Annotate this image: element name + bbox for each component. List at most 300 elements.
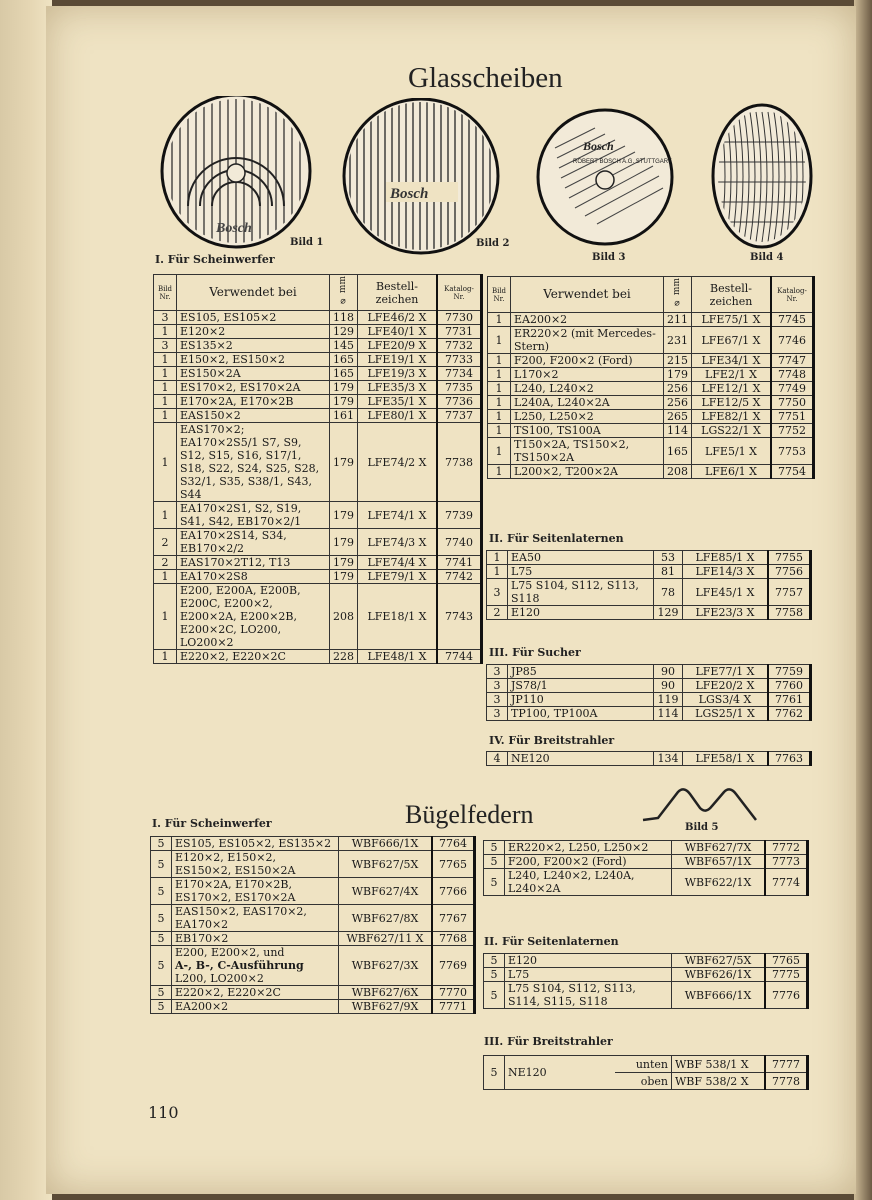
- cell-verwendet: L75: [505, 968, 672, 982]
- table-row: [154, 395, 482, 409]
- cell-bild: 3: [487, 579, 508, 606]
- cell-katalog: 7742: [437, 570, 482, 584]
- cell-verwendet: F200, F200×2 (Ford): [505, 855, 672, 869]
- cell-bestell: LFE2/1 X: [692, 368, 772, 382]
- table-row: [154, 502, 482, 529]
- col-verwendet-r: Verwendet bei: [511, 277, 664, 313]
- cell-katalog: 7763: [768, 752, 811, 766]
- cell-bild: 1: [487, 551, 508, 565]
- cell-verwendet: F200, F200×2 (Ford): [511, 354, 664, 368]
- glass-table-left: [153, 274, 483, 664]
- cell-bestell: LFE74/2 X: [358, 423, 438, 502]
- cell-bild: 1: [488, 465, 511, 479]
- cell-katalog: 7744: [437, 650, 482, 664]
- cell-mm: 129: [654, 606, 683, 620]
- cell-mm: 179: [330, 423, 358, 502]
- cell-verwendet-line: E200, E200×2, und: [175, 946, 285, 959]
- cell-verwendet: L200×2, T200×2A: [511, 465, 664, 479]
- glass-section-wide: IV. Für Breitstrahler: [489, 734, 615, 747]
- cell-bestell: LFE48/1 X: [358, 650, 438, 664]
- lens-image-3: [535, 108, 675, 246]
- cell-katalog: 7737: [437, 409, 482, 423]
- cell-bild: 3: [487, 707, 508, 721]
- cell-bestell: WBF666/1X: [672, 982, 766, 1009]
- cell-bild: 1: [154, 325, 177, 339]
- table-row: [154, 381, 482, 395]
- table-row: [487, 752, 811, 766]
- cell-bestell: WBF627/3X: [339, 946, 433, 986]
- cell-bild: 3: [487, 693, 508, 707]
- cell-bestell: LFE67/1 X: [692, 327, 772, 354]
- table-row: [154, 409, 482, 423]
- cell-mm: 118: [330, 311, 358, 325]
- cell-bild: 1: [154, 395, 177, 409]
- cell-bestell: WBF 538/1 X: [672, 1056, 766, 1073]
- cell-verwendet: E200, E200A, E200B, E200C, E200×2, E200×2A, E200×2B, E200×2C, LO200, LO200×2: [177, 584, 330, 650]
- cell-bestell: LFE34/1 X: [692, 354, 772, 368]
- cell-bestell: LFE85/1 X: [683, 551, 769, 565]
- cell-verwendet: L240, L240×2, L240A, L240×2A: [505, 869, 672, 896]
- cell-bild: 5: [151, 851, 172, 878]
- cell-bestell: LFE12/5 X: [692, 396, 772, 410]
- table-row: [154, 325, 482, 339]
- glass-table-wide: [486, 751, 812, 766]
- cell-katalog: 7762: [768, 707, 811, 721]
- bild-2-label: Bild 2: [476, 238, 510, 249]
- robert-bosch-text: ROBERT BOSCH A.G. STUTTGART: [573, 159, 672, 165]
- cell-bestell: LFE19/3 X: [358, 367, 438, 381]
- cell-katalog: 7736: [437, 395, 482, 409]
- cell-verwendet: ES105, ES105×2: [177, 311, 330, 325]
- cell-katalog: 7766: [432, 878, 475, 905]
- table-row: [484, 869, 808, 896]
- cell-bestell: WBF627/11 X: [339, 932, 433, 946]
- cell-mm: 145: [330, 339, 358, 353]
- cell-verwendet: L75: [508, 565, 654, 579]
- cell-bestell: LFE45/1 X: [683, 579, 769, 606]
- cell-bild: 1: [488, 382, 511, 396]
- cell-bestell: LFE82/1 X: [692, 410, 772, 424]
- cell-katalog: 7772: [765, 841, 808, 855]
- cell-katalog: 7756: [768, 565, 811, 579]
- table-row: [151, 905, 475, 932]
- cell-bestell: LFE20/2 X: [683, 679, 769, 693]
- cell-katalog: 7748: [771, 368, 814, 382]
- table-row: [487, 679, 811, 693]
- cell-katalog: 7752: [771, 424, 814, 438]
- cell-katalog: 7731: [437, 325, 482, 339]
- cell-katalog: 7751: [771, 410, 814, 424]
- cell-verwendet: EAS150×2: [177, 409, 330, 423]
- cell-katalog: 7764: [432, 837, 475, 851]
- table-row: [487, 707, 811, 721]
- table-row: [488, 354, 814, 368]
- table-row: [154, 367, 482, 381]
- cell-bild: 2: [154, 556, 177, 570]
- table-row: [151, 932, 475, 946]
- lens-image-2: [340, 98, 504, 256]
- cell-katalog: 7755: [768, 551, 811, 565]
- cell-verwendet: E120×2: [177, 325, 330, 339]
- cell-bild: 5: [151, 905, 172, 932]
- cell-bild: 4: [487, 752, 508, 766]
- spring-table-left: [150, 836, 476, 1014]
- cell-bild: 1: [154, 650, 177, 664]
- col-bestell: Bestell-zeichen: [358, 275, 438, 311]
- cell-katalog: 7760: [768, 679, 811, 693]
- spring-image: [640, 784, 760, 824]
- cell-mm: 211: [664, 313, 692, 327]
- cell-mm: 81: [654, 565, 683, 579]
- cell-bestell: LGS22/1 X: [692, 424, 772, 438]
- cell-verwendet: L240, L240×2: [511, 382, 664, 396]
- cell-verwendet: ER220×2 (mit Mercedes-Stern): [511, 327, 664, 354]
- cell-bestell: LFE35/3 X: [358, 381, 438, 395]
- cell-katalog: 7753: [771, 438, 814, 465]
- table-row: [484, 982, 808, 1009]
- cell-katalog: 7765: [765, 954, 808, 968]
- cell-bestell: LFE19/1 X: [358, 353, 438, 367]
- cell-verwendet: ES150×2A: [177, 367, 330, 381]
- cell-verwendet: E120: [508, 606, 654, 620]
- cell-verwendet: EAS150×2, EAS170×2, EA170×2: [172, 905, 339, 932]
- cell-verwendet: TP100, TP100A: [508, 707, 654, 721]
- cell-verwendet: ES170×2, ES170×2A: [177, 381, 330, 395]
- table-row: [154, 311, 482, 325]
- cell-katalog: 7775: [765, 968, 808, 982]
- cell-bild: 5: [484, 968, 505, 982]
- cell-bestell: LFE14/3 X: [683, 565, 769, 579]
- cell-mm: 179: [330, 502, 358, 529]
- table-row: [487, 606, 811, 620]
- cell-bild: 5: [484, 869, 505, 896]
- bild-4-label: Bild 4: [750, 252, 784, 263]
- section-title-springs: Bügelfedern: [405, 800, 534, 829]
- cell-katalog: 7733: [437, 353, 482, 367]
- cell-verwendet: [172, 946, 339, 986]
- cell-katalog: 7734: [437, 367, 482, 381]
- cell-verwendet: EAS170×2; EA170×2S5/1 S7, S9, S12, S15, S16, S17/1, S18, S22, S24, S25, S28, S32/1, S35, S38/1, S43, S44: [177, 423, 330, 502]
- cell-bestell: WBF627/7X: [672, 841, 766, 855]
- table-row: [484, 968, 808, 982]
- bosch-logo-1: Bosch: [216, 221, 252, 236]
- cell-katalog: 7774: [765, 869, 808, 896]
- cell-position: oben: [615, 1073, 672, 1090]
- cell-verwendet-line: A-, B-, C-Ausführung: [175, 959, 304, 972]
- cell-bild: 1: [154, 502, 177, 529]
- cell-bestell: WBF622/1X: [672, 869, 766, 896]
- table-row: [151, 837, 475, 851]
- cell-verwendet: L170×2: [511, 368, 664, 382]
- page-right-edge: [854, 0, 872, 1200]
- cell-mm: 215: [664, 354, 692, 368]
- table-row: [484, 841, 808, 855]
- cell-mm: 179: [330, 395, 358, 409]
- table-row: [488, 327, 814, 354]
- table-row: [488, 410, 814, 424]
- glass-section-finder: III. Für Sucher: [489, 646, 581, 659]
- cell-katalog: 7767: [432, 905, 475, 932]
- table-row: [484, 954, 808, 968]
- cell-bild: 2: [487, 606, 508, 620]
- cell-bestell: WBF627/6X: [339, 986, 433, 1000]
- cell-bestell: WBF627/5X: [672, 954, 766, 968]
- cell-bild: 1: [488, 396, 511, 410]
- col-mm-r: [664, 277, 692, 313]
- cell-bild: 1: [154, 353, 177, 367]
- cell-mm: 165: [330, 353, 358, 367]
- cell-bild: 1: [488, 327, 511, 354]
- cell-bestell: LFE12/1 X: [692, 382, 772, 396]
- cell-bestell: LFE74/1 X: [358, 502, 438, 529]
- cell-bild: 1: [488, 424, 511, 438]
- table-row: [154, 353, 482, 367]
- cell-bild: 5: [151, 1000, 172, 1014]
- cell-bestell: LFE23/3 X: [683, 606, 769, 620]
- table-row: [488, 368, 814, 382]
- cell-verwendet: E220×2, E220×2C: [177, 650, 330, 664]
- cell-katalog: 7735: [437, 381, 482, 395]
- cell-bild: 1: [488, 368, 511, 382]
- table-row: [151, 851, 475, 878]
- cell-verwendet: EA200×2: [172, 1000, 339, 1014]
- cell-katalog: 7765: [432, 851, 475, 878]
- cell-mm: 90: [654, 665, 683, 679]
- cell-verwendet: TS100, TS100A: [511, 424, 664, 438]
- cell-bestell: LGS3/4 X: [683, 693, 769, 707]
- glass-table-right: [487, 276, 815, 479]
- page-title: Glasscheiben: [408, 62, 563, 94]
- cell-verwendet: ES135×2: [177, 339, 330, 353]
- spring-table-wide: [483, 1055, 809, 1090]
- cell-verwendet: E120×2, E150×2, ES150×2, ES150×2A: [172, 851, 339, 878]
- cell-verwendet: EA170×2S8: [177, 570, 330, 584]
- cell-bestell: LFE74/3 X: [358, 529, 438, 556]
- table-row: [488, 424, 814, 438]
- cell-verwendet: EB170×2: [172, 932, 339, 946]
- cell-verwendet: JP85: [508, 665, 654, 679]
- cell-mm: 265: [664, 410, 692, 424]
- cell-bestell: LFE75/1 X: [692, 313, 772, 327]
- cell-mm: 179: [330, 381, 358, 395]
- cell-bestell: LFE40/1 X: [358, 325, 438, 339]
- cell-bild: 1: [154, 570, 177, 584]
- cell-bestell: LFE6/1 X: [692, 465, 772, 479]
- table-row: [154, 556, 482, 570]
- cell-katalog: 7745: [771, 313, 814, 327]
- cell-katalog: 7749: [771, 382, 814, 396]
- cell-bestell: LFE18/1 X: [358, 584, 438, 650]
- cell-mm: 208: [664, 465, 692, 479]
- cell-bild: 1: [154, 584, 177, 650]
- cell-bild: 1: [488, 438, 511, 465]
- cell-katalog: 7778: [765, 1073, 808, 1090]
- bild-5-label: Bild 5: [685, 822, 719, 833]
- table-row: [154, 423, 482, 502]
- table-row: [154, 570, 482, 584]
- cell-bestell: WBF627/5X: [339, 851, 433, 878]
- cell-mm: 228: [330, 650, 358, 664]
- cell-bild: 3: [154, 339, 177, 353]
- cell-verwendet: E120: [505, 954, 672, 968]
- cell-verwendet: EA170×2S14, S34, EB170×2/2: [177, 529, 330, 556]
- cell-mm: 208: [330, 584, 358, 650]
- cell-bild: 5: [151, 986, 172, 1000]
- col-katalog: Katalog-Nr.: [437, 275, 482, 311]
- table-row: [487, 665, 811, 679]
- page-number: 110: [148, 1103, 179, 1122]
- table-row: [154, 529, 482, 556]
- cell-verwendet: E220×2, E220×2C: [172, 986, 339, 1000]
- table-row: [487, 693, 811, 707]
- col-bild: Bild Nr.: [154, 275, 177, 311]
- table-row: [154, 339, 482, 353]
- cell-katalog: 7741: [437, 556, 482, 570]
- cell-bestell: LFE58/1 X: [683, 752, 769, 766]
- table-row: [488, 465, 814, 479]
- cell-verwendet: L75 S104, S112, S113, S114, S115, S118: [505, 982, 672, 1009]
- cell-katalog: 7769: [432, 946, 475, 986]
- col-mm-text-r: ⌀ mm: [672, 278, 682, 308]
- cell-verwendet: T150×2A, TS150×2, TS150×2A: [511, 438, 664, 465]
- table-row: [488, 382, 814, 396]
- cell-bestell: WBF627/8X: [339, 905, 433, 932]
- table-row: [151, 878, 475, 905]
- bosch-logo-3: Bosch: [583, 139, 614, 153]
- cell-katalog: 7754: [771, 465, 814, 479]
- cell-katalog: 7761: [768, 693, 811, 707]
- cell-katalog: 7776: [765, 982, 808, 1009]
- cell-bestell: WBF 538/2 X: [672, 1073, 766, 1090]
- cell-bestell: LFE77/1 X: [683, 665, 769, 679]
- cell-verwendet: L250, L250×2: [511, 410, 664, 424]
- cell-katalog: 7747: [771, 354, 814, 368]
- cell-bild: 5: [151, 878, 172, 905]
- cell-verwendet: EA200×2: [511, 313, 664, 327]
- cell-position: unten: [615, 1056, 672, 1073]
- cell-bild: 1: [488, 313, 511, 327]
- glass-table-side-lamps: [486, 550, 812, 620]
- cell-katalog: 7773: [765, 855, 808, 869]
- table-row: [154, 650, 482, 664]
- glass-section-side-lamps: II. Für Seitenlaternen: [489, 532, 624, 545]
- cell-mm: 179: [330, 556, 358, 570]
- table-row: [487, 565, 811, 579]
- cell-verwendet: L240A, L240×2A: [511, 396, 664, 410]
- cell-verwendet: E170×2A, E170×2B, ES170×2, ES170×2A: [172, 878, 339, 905]
- cell-bild: 5: [484, 954, 505, 968]
- cell-mm: 165: [664, 438, 692, 465]
- cell-katalog: 7757: [768, 579, 811, 606]
- cell-mm: 119: [654, 693, 683, 707]
- cell-mm: 256: [664, 396, 692, 410]
- cell-mm: 114: [664, 424, 692, 438]
- cell-bild: 5: [484, 1056, 505, 1090]
- cell-bild: 5: [151, 946, 172, 986]
- table-row: [488, 438, 814, 465]
- cell-katalog: 7770: [432, 986, 475, 1000]
- cell-mm: 129: [330, 325, 358, 339]
- table-row: [151, 946, 475, 986]
- cell-katalog: 7740: [437, 529, 482, 556]
- cell-mm: 53: [654, 551, 683, 565]
- cell-katalog: 7777: [765, 1056, 808, 1073]
- cell-bestell: WBF666/1X: [339, 837, 433, 851]
- spring-section-headlights: I. Für Scheinwerfer: [152, 817, 272, 830]
- cell-bild: 2: [154, 529, 177, 556]
- glass-section-headlights: I. Für Scheinwerfer: [155, 253, 275, 266]
- cell-bestell: LGS25/1 X: [683, 707, 769, 721]
- cell-bild: 1: [154, 423, 177, 502]
- cell-bild: 1: [154, 381, 177, 395]
- cell-verwendet: L75 S104, S112, S113, S118: [508, 579, 654, 606]
- cell-bild: 5: [484, 841, 505, 855]
- cell-bild: 3: [487, 665, 508, 679]
- spring-table-side-lamps: [483, 953, 809, 1009]
- lens-image-4: [710, 102, 815, 252]
- cell-bild: 1: [488, 354, 511, 368]
- cell-bild: 3: [487, 679, 508, 693]
- cell-verwendet: NE120: [508, 752, 654, 766]
- cell-mm: 179: [330, 570, 358, 584]
- cell-katalog: 7732: [437, 339, 482, 353]
- cell-bestell: LFE80/1 X: [358, 409, 438, 423]
- table-row: [488, 396, 814, 410]
- cell-bild: 3: [154, 311, 177, 325]
- cell-bestell: WBF627/9X: [339, 1000, 433, 1014]
- cell-mm: 134: [654, 752, 683, 766]
- bosch-logo-2: Bosch: [390, 186, 429, 202]
- table-row: [151, 986, 475, 1000]
- cell-mm: 78: [654, 579, 683, 606]
- cell-verwendet: EA170×2S1, S2, S19, S41, S42, EB170×2/1: [177, 502, 330, 529]
- cell-verwendet: EA50: [508, 551, 654, 565]
- cell-verwendet: JP110: [508, 693, 654, 707]
- cell-mm: 231: [664, 327, 692, 354]
- cell-katalog: 7730: [437, 311, 482, 325]
- table-row: [151, 1000, 475, 1014]
- cell-verwendet: NE120: [505, 1056, 616, 1090]
- cell-mm: 161: [330, 409, 358, 423]
- cell-mm: 90: [654, 679, 683, 693]
- cell-katalog: 7758: [768, 606, 811, 620]
- bild-1-label: Bild 1: [290, 237, 324, 248]
- cell-katalog: 7768: [432, 932, 475, 946]
- cell-katalog: 7746: [771, 327, 814, 354]
- cell-verwendet: JS78/1: [508, 679, 654, 693]
- cell-bestell: WBF627/4X: [339, 878, 433, 905]
- cell-bestell: LFE35/1 X: [358, 395, 438, 409]
- bild-3-label: Bild 3: [592, 252, 626, 263]
- col-mm: [330, 275, 358, 311]
- cell-verwendet: ES105, ES105×2, ES135×2: [172, 837, 339, 851]
- cell-katalog: 7738: [437, 423, 482, 502]
- cell-verwendet: E170×2A, E170×2B: [177, 395, 330, 409]
- cell-bestell: LFE74/4 X: [358, 556, 438, 570]
- cell-katalog: 7750: [771, 396, 814, 410]
- cell-verwendet: EAS170×2T12, T13: [177, 556, 330, 570]
- col-mm-text: ⌀ mm: [338, 276, 348, 306]
- cell-bild: 1: [488, 410, 511, 424]
- cell-bestell: LFE20/9 X: [358, 339, 438, 353]
- cell-katalog: 7759: [768, 665, 811, 679]
- cell-bestell: LFE5/1 X: [692, 438, 772, 465]
- cell-bestell: LFE79/1 X: [358, 570, 438, 584]
- table-row: [484, 855, 808, 869]
- page-left-edge: [0, 0, 52, 1200]
- col-bild-r: Bild Nr.: [488, 277, 511, 313]
- cell-bild: 5: [484, 855, 505, 869]
